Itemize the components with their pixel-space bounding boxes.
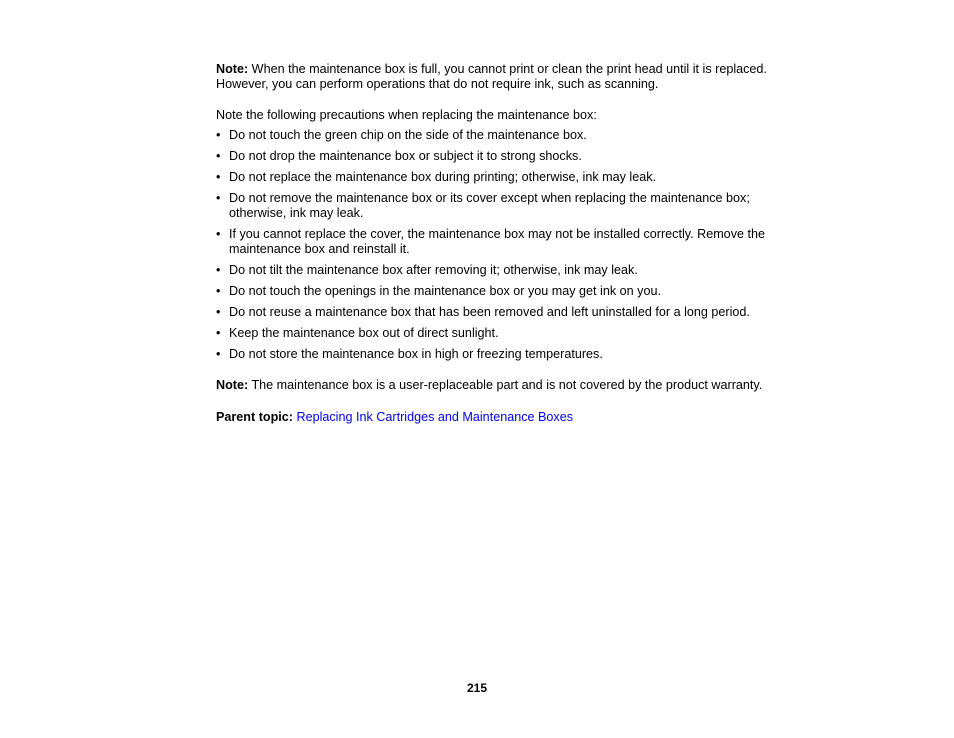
- list-item-text: Do not touch the green chip on the side of the maintenance box.: [229, 128, 587, 142]
- list-item: [216, 284, 796, 299]
- list-item: [216, 149, 796, 164]
- parent-topic-link[interactable]: Replacing Ink Cartridges and Maintenance Boxes: [296, 410, 574, 424]
- list-item: [216, 263, 796, 278]
- bullet-icon: •: [216, 326, 221, 340]
- page-number: 215: [466, 681, 488, 695]
- bullet-icon: •: [216, 191, 221, 205]
- list-item-text: Do not touch the openings in the maintenance box or you may get ink on you.: [229, 284, 661, 298]
- list-item-text: Do not tilt the maintenance box after removing it; otherwise, ink may leak.: [229, 263, 638, 277]
- list-item: [216, 170, 796, 185]
- parent-topic-label: Parent topic:: [216, 410, 293, 424]
- list-item: [216, 128, 796, 143]
- bullet-icon: •: [216, 284, 221, 298]
- list-item-text: Do not replace the maintenance box during printing; otherwise, ink may leak.: [229, 170, 657, 184]
- document-body: [216, 62, 796, 425]
- list-item-text: Do not drop the maintenance box or subject it to strong shocks.: [229, 149, 582, 163]
- list-item: [216, 191, 796, 221]
- note-text: When the maintenance box is full, you cannot print or clean the print head until it is replaced. However, you can perform operations that do not require ink, such as scanning.: [216, 62, 767, 91]
- list-item-text: Keep the maintenance box out of direct sunlight.: [229, 326, 499, 340]
- list-item-text: If you cannot replace the cover, the maintenance box may not be installed correctly. Remove the maintenance box and reinstall it.: [229, 227, 765, 256]
- bullet-icon: •: [216, 347, 221, 361]
- note-label: Note:: [216, 62, 249, 76]
- warranty-note: [216, 378, 796, 393]
- list-item-text: Do not store the maintenance box in high or freezing temperatures.: [229, 347, 603, 361]
- list-item: [216, 326, 796, 341]
- list-item: [216, 227, 796, 257]
- bullet-icon: •: [216, 149, 221, 163]
- note-label: Note:: [216, 378, 249, 392]
- precautions-list: [216, 128, 796, 362]
- note-text: The maintenance box is a user-replaceable part and is not covered by the product warranty.: [248, 378, 763, 392]
- bullet-icon: •: [216, 305, 221, 319]
- list-item-text: Do not remove the maintenance box or its cover except when replacing the maintenance box; otherwise, ink may leak.: [229, 191, 750, 220]
- bullet-icon: •: [216, 170, 221, 184]
- bullet-icon: •: [216, 128, 221, 142]
- list-item-text: Do not reuse a maintenance box that has been removed and left uninstalled for a long period.: [229, 305, 750, 319]
- list-item: [216, 305, 796, 320]
- list-item: [216, 347, 796, 362]
- bullet-icon: •: [216, 227, 221, 241]
- precautions-intro: Note the following precautions when replacing the maintenance box:: [216, 108, 597, 122]
- parent-topic: [216, 410, 796, 425]
- maintenance-full-note: [216, 62, 796, 92]
- bullet-icon: •: [216, 263, 221, 277]
